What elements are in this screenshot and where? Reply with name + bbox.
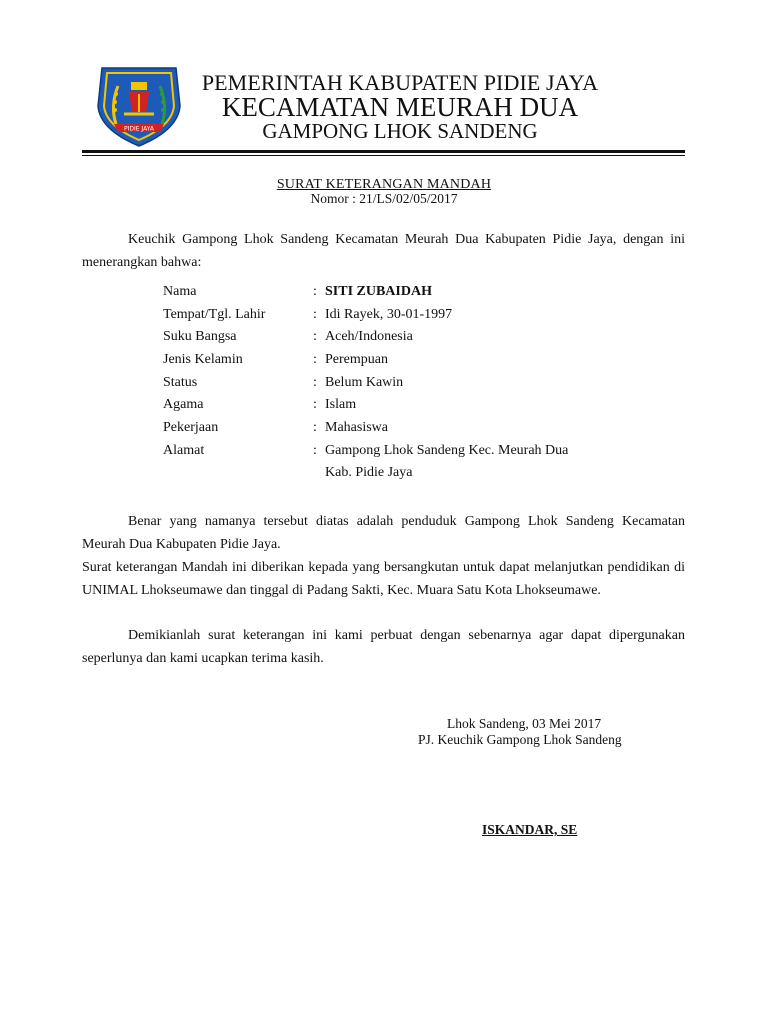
field-colon: : xyxy=(313,284,317,299)
signature-position: PJ. Keuchik Gampong Lhok Sandeng xyxy=(418,732,622,747)
header-village: GAMPONG LHOK SANDENG xyxy=(262,119,538,143)
intro-paragraph: Keuchik Gampong Lhok Sandeng Kecamatan Meurah Dua Kabupaten Pidie Jaya, dengan ini menerangkan bahwa: xyxy=(82,232,685,270)
field-label: Status xyxy=(163,375,198,390)
body-paragraph-3: Demikianlah surat keterangan ini kami perbuat dengan sebenarnya agar dapat dipergunakan seperlunya dan kami ucapkan terima kasih. xyxy=(82,628,685,666)
field-colon: : xyxy=(313,307,317,322)
signature-name: ISKANDAR, SE xyxy=(482,822,578,837)
field-colon: : xyxy=(313,329,317,344)
body-paragraph-1: Benar yang namanya tersebut diatas adalah penduduk Gampong Lhok Sandeng Kecamatan Meurah Dua Kabupaten Pidie Jaya. xyxy=(82,514,685,552)
field-value: Belum Kawin xyxy=(325,375,404,390)
field-value: Gampong Lhok Sandeng Kec. Meurah Dua xyxy=(325,443,569,458)
letter-title: SURAT KETERANGAN MANDAH xyxy=(276,177,492,192)
field-label: Pekerjaan xyxy=(163,420,219,435)
signature-place-date: Lhok Sandeng, 03 Mei 2017 xyxy=(447,716,602,731)
field-value: Idi Rayek, 30-01-1997 xyxy=(325,307,453,322)
field-colon: : xyxy=(313,443,317,458)
field-label: Jenis Kelamin xyxy=(163,352,243,367)
field-label: Nama xyxy=(163,284,197,299)
header-district: KECAMATAN MEURAH DUA xyxy=(221,92,579,122)
header-government: PEMERINTAH KABUPATEN PIDIE JAYA xyxy=(201,70,599,95)
header-divider-thick xyxy=(82,150,685,153)
field-value-line2: Kab. Pidie Jaya xyxy=(325,465,413,480)
field-value: SITI ZUBAIDAH xyxy=(325,284,432,299)
logo-text: PIDIE JAYA xyxy=(123,125,155,133)
pidie-jaya-emblem-icon xyxy=(94,66,184,148)
field-colon: : xyxy=(313,375,317,390)
field-value: Aceh/Indonesia xyxy=(325,329,413,344)
field-label: Suku Bangsa xyxy=(163,329,237,344)
field-value: Islam xyxy=(325,397,357,412)
field-value: Mahasiswa xyxy=(325,420,388,435)
body-paragraph-2: Surat keterangan Mandah ini diberikan kepada yang bersangkutan untuk dapat melanjutkan pendidikan di UNIMAL Lhokseumawe dan tinggal di Padang Sakti, Kec. Muara Satu Kota Lhokseumawe. xyxy=(82,560,685,598)
field-colon: : xyxy=(313,420,317,435)
header-divider-thin xyxy=(82,155,685,156)
letter-number: Nomor : 21/LS/02/05/2017 xyxy=(310,191,458,206)
field-colon: : xyxy=(313,352,317,367)
field-label: Agama xyxy=(163,397,204,412)
field-label: Alamat xyxy=(163,443,205,458)
field-colon: : xyxy=(313,397,317,412)
field-label: Tempat/Tgl. Lahir xyxy=(163,307,266,322)
field-value: Perempuan xyxy=(325,352,388,367)
